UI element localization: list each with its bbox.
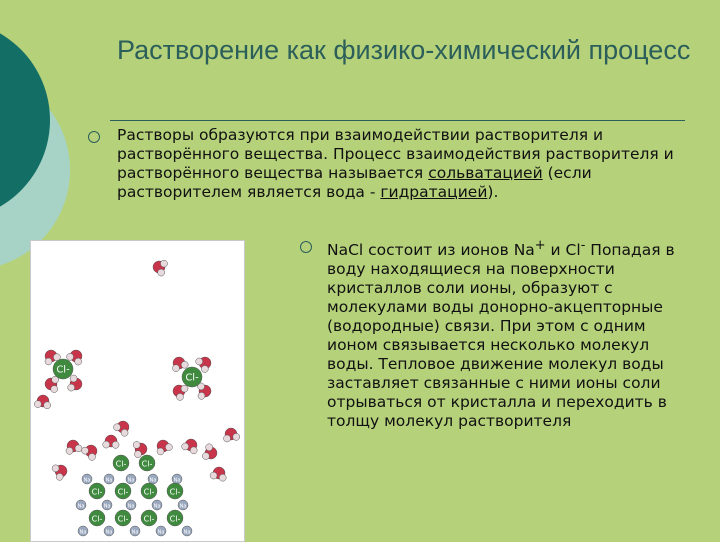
water-hydrogen-atom [67, 353, 74, 360]
sodium-ion-label: Na [179, 503, 187, 510]
water-hydrogen-atom [68, 384, 75, 391]
water-hydrogen-atom [224, 435, 231, 442]
paragraph-nacl [327, 236, 697, 431]
water-hydrogen-atom [51, 386, 58, 393]
water-hydrogen-atom [121, 429, 128, 436]
water-hydrogen-atom [157, 448, 164, 455]
sodium-ion-label: Na [127, 477, 135, 484]
chloride-ion-label: Cl- [117, 487, 129, 497]
title-divider [110, 120, 685, 121]
sodium-ion-label: Na [105, 477, 113, 484]
slide-title: Растворение как физико-химический процесс [117, 35, 691, 65]
sodium-ion-label: Na [105, 529, 113, 536]
water-hydrogen-atom [133, 441, 140, 448]
chloride-ion-label: Cl- [115, 459, 127, 469]
water-hydrogen-atom [201, 365, 208, 372]
water-hydrogen-atom [56, 473, 63, 480]
water-hydrogen-atom [66, 447, 73, 454]
water-hydrogen-atom [210, 472, 217, 479]
water-hydrogen-atom [165, 444, 172, 451]
water-hydrogen-atom [198, 392, 205, 399]
water-hydrogen-atom [181, 385, 188, 392]
water-hydrogen-atom [70, 375, 77, 382]
water-hydrogen-atom [233, 433, 240, 440]
nacl-hydration-illustration [30, 240, 245, 542]
bullet-circle-icon [88, 131, 100, 143]
chloride-ion-label: Cl- [185, 372, 199, 384]
term-solvation: сольватацией [428, 164, 543, 182]
sodium-ion-label: Na [77, 503, 85, 510]
water-hydrogen-atom [202, 453, 209, 460]
water-hydrogen-atom [114, 424, 121, 431]
water-hydrogen-atom [52, 465, 59, 472]
water-hydrogen-atom [160, 260, 167, 267]
chloride-ion-label: Cl- [141, 459, 153, 469]
decorative-dark-circle [0, 20, 50, 220]
chloride-ion-label: Cl- [91, 487, 103, 497]
chloride-ion-label: Cl- [169, 514, 181, 524]
sodium-ion-label: Na [79, 529, 87, 536]
chloride-ion-label: Cl- [143, 514, 155, 524]
water-hydrogen-atom [134, 451, 141, 458]
para1-text-3: ). [487, 183, 499, 201]
sodium-ion-label: Na [153, 503, 161, 510]
para2-rest: Попадая в воду находящиеся на поверхности кристаллов соли ионы, образуют с молекулами воды донорно-акцепторные (водородные) связи. При этом с одним ионом связывается несколько молекул воды. Тепловое движение молекул воды заставляет связанные с ними ионы соли отрываться от кристалла и переходить в толщу молекул растворителя [327, 241, 675, 431]
chloride-ion-label: Cl- [169, 487, 181, 497]
water-hydrogen-atom [177, 393, 184, 400]
sodium-ion-label: Na [103, 503, 111, 510]
water-hydrogen-atom [172, 365, 179, 372]
para1-text: Растворы образуются при взаимодействии растворителя и растворённого вещества. Процесс взаимодействия растворителя и растворённого вещества называется [117, 126, 674, 182]
water-hydrogen-atom [45, 358, 52, 365]
water-hydrogen-atom [182, 443, 189, 450]
water-hydrogen-atom [219, 474, 226, 481]
bullet-circle-icon [300, 241, 312, 253]
chloride-ion-label: Cl- [56, 364, 70, 376]
chloride-ion-label: Cl- [91, 514, 103, 524]
chloride-ion-label: Cl- [117, 514, 129, 524]
water-hydrogen-atom [190, 447, 197, 454]
sodium-charge: + [534, 238, 546, 253]
water-hydrogen-atom [206, 444, 213, 451]
water-hydrogen-atom [112, 441, 119, 448]
sodium-ion-label: Na [157, 529, 165, 536]
sodium-ion-label: Na [131, 529, 139, 536]
sodium-ion-label: Na [83, 477, 91, 484]
water-hydrogen-atom [158, 269, 165, 276]
para2-mid: и Cl [545, 241, 581, 260]
sodium-ion-label: Na [183, 529, 191, 536]
water-hydrogen-atom [34, 401, 41, 408]
water-hydrogen-atom [75, 445, 82, 452]
molecule-diagram [31, 241, 244, 541]
water-hydrogen-atom [82, 447, 89, 454]
water-hydrogen-atom [44, 402, 51, 409]
water-hydrogen-atom [103, 441, 110, 448]
water-hydrogen-atom [89, 453, 96, 460]
para2-lead: NaCl состоит из ионов Na [327, 241, 535, 260]
paragraph-solvation [117, 126, 697, 202]
para1-text-2: (если растворителем является вода - [117, 164, 592, 201]
water-hydrogen-atom [196, 358, 203, 365]
sodium-ion-label: Na [149, 477, 157, 484]
sodium-ion-label: Na [173, 477, 181, 484]
sodium-ion-label: Na [127, 503, 135, 510]
water-hydrogen-atom [181, 361, 188, 368]
chloride-charge: - [580, 238, 586, 253]
water-hydrogen-atom [75, 358, 82, 365]
term-hydration: гидратацией [380, 183, 488, 201]
chloride-ion-label: Cl- [143, 487, 155, 497]
